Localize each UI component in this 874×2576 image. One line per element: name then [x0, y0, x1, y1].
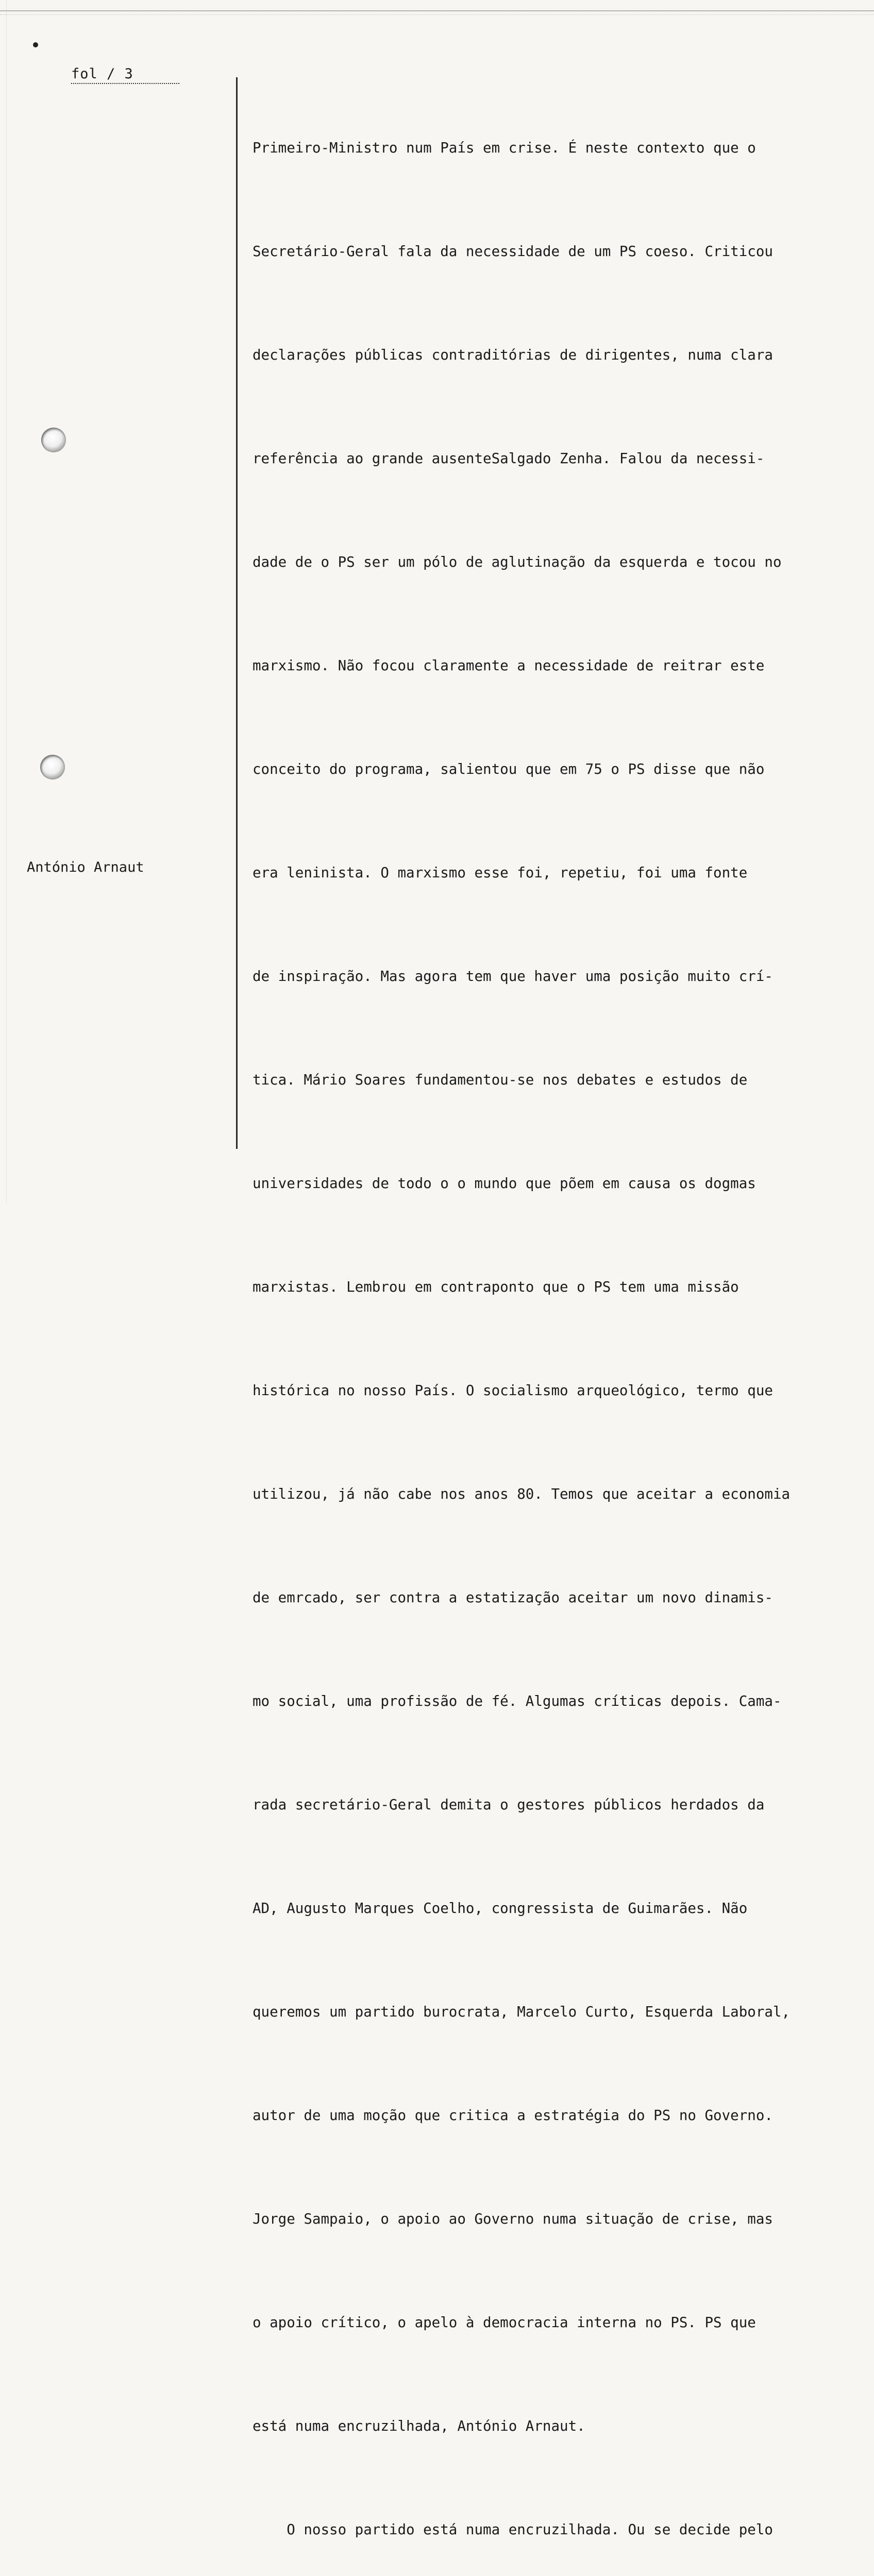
text-line: marxistas. Lembrou em contraponto que o PS tem uma missão [253, 1279, 739, 1295]
folio-number: fol / 3 [71, 66, 179, 84]
text-line: Jorge Sampaio, o apoio ao Governo numa situação de crise, mas [253, 2211, 773, 2227]
text-line: de emrcado, ser contra a estatização aceitar um novo dinamis- [253, 1589, 773, 1606]
text-line: histórica no nosso País. O socialismo arqueológico, termo que [253, 1382, 773, 1399]
typed-body-text [253, 62, 866, 2576]
margin-rule [236, 77, 238, 1149]
ink-speck [33, 42, 38, 47]
text-line: Secretário-Geral fala da necessidade de um PS coeso. Criticou [253, 243, 773, 260]
text-line: dade de o PS ser um pólo de aglutinação da esquerda e tocou no [253, 554, 782, 570]
scan-edge [0, 0, 7, 1204]
page-top-edge [0, 10, 874, 15]
text-line: o apoio crítico, o apelo à democracia interna no PS. PS que [253, 2314, 756, 2331]
text-line: marxismo. Não focou claramente a necessidade de reitrar este [253, 657, 765, 674]
text-line: tica. Mário Soares fundamentou-se nos debates e estudos de [253, 1072, 748, 1088]
text-line: Primeiro-Ministro num País em crise. É neste contexto que o [253, 140, 756, 156]
text-line: universidades de todo o o mundo que põem em causa os dogmas [253, 1175, 756, 1192]
text-line: de inspiração. Mas agora tem que haver uma posição muito crí- [253, 968, 773, 985]
text-line: mo social, uma profissão de fé. Algumas críticas depois. Cama- [253, 1693, 782, 1709]
text-line: declarações públicas contraditórias de dirigentes, numa clara [253, 347, 773, 363]
text-line: era leninista. O marxismo esse foi, repetiu, foi uma fonte [253, 865, 748, 881]
text-line: está numa encruzilhada, António Arnaut. [253, 2418, 585, 2434]
text-line: conceito do programa, salientou que em 75 o PS disse que não [253, 761, 765, 777]
text-line: referência ao grande ausenteSalgado Zenha. Falou da necessi- [253, 450, 765, 467]
text-line: queremos um partido burocrata, Marcelo Curto, Esquerda Laboral, [253, 2004, 791, 2020]
margin-note-speaker: António Arnaut [27, 859, 144, 875]
punch-hole-icon [40, 755, 65, 779]
text-line: rada secretário-Geral demita o gestores públicos herdados da [253, 1797, 765, 1813]
text-line: O nosso partido está numa encruzilhada. Ou se decide pelo [253, 2521, 773, 2538]
text-line: AD, Augusto Marques Coelho, congressista de Guimarães. Não [253, 1900, 748, 1917]
text-line: autor de uma moção que critica a estratégia do PS no Governo. [253, 2107, 773, 2124]
punch-hole-icon [41, 428, 66, 452]
text-line: utilizou, já não cabe nos anos 80. Temos que aceitar a economia [253, 1486, 791, 1502]
